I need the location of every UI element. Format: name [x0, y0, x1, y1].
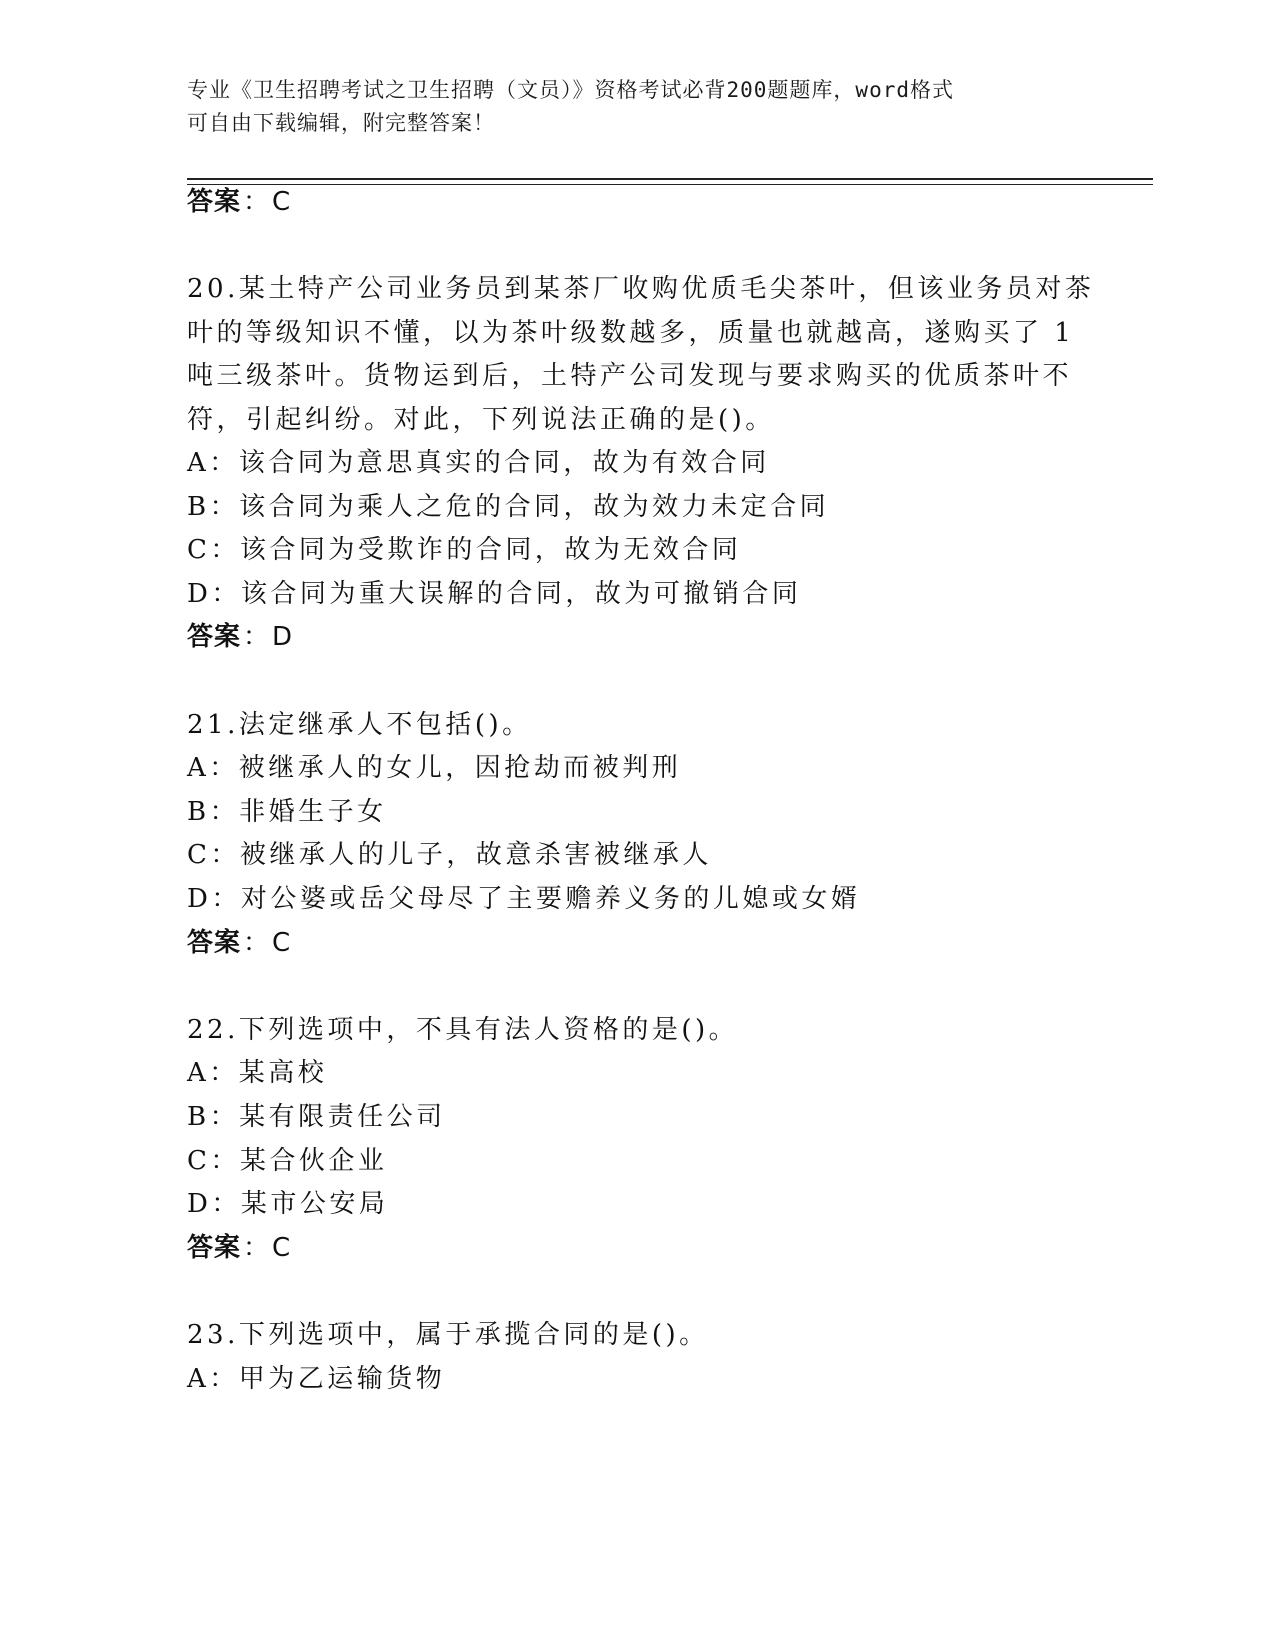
option-b: B：该合同为乘人之危的合同，故为效力未定合同: [187, 492, 830, 522]
answer-value: D: [272, 622, 294, 652]
answer-separator: ：: [243, 622, 271, 652]
answer-value: C: [272, 1233, 292, 1263]
header-line-1: 专业《卫生招聘考试之卫生招聘（文员）》资格考试必背200题题库，word格式: [187, 78, 954, 102]
answer-value: C: [272, 187, 292, 217]
answer-separator: ：: [243, 928, 271, 958]
answer-line: [187, 1230, 291, 1266]
question-text-line: 22.下列选项中，不具有法人资格的是()。: [187, 1015, 739, 1045]
answer-label: 答案: [187, 928, 242, 958]
option-d: D：该合同为重大误解的合同，故为可撤销合同: [187, 579, 802, 609]
header-line-2: 可自由下载编辑，附完整答案！: [187, 111, 495, 135]
option-a: A：甲为乙运输货物: [187, 1364, 446, 1394]
answer-separator: ：: [243, 1233, 271, 1263]
answer-line: [187, 184, 291, 220]
header-divider-thin: [187, 184, 1153, 185]
option-c: C：被继承人的儿子，故意杀害被继承人: [187, 840, 712, 870]
option-c: C：该合同为受欺诈的合同，故为无效合同: [187, 535, 742, 565]
option-a: A：某高校: [187, 1058, 328, 1088]
option-c: C：某合伙企业: [187, 1146, 388, 1176]
question-text-line: 23.下列选项中，属于承揽合同的是()。: [187, 1320, 709, 1350]
answer-label: 答案: [187, 187, 242, 217]
option-b: B：非婚生子女: [187, 797, 387, 827]
option-a: A：该合同为意思真实的合同，故为有效合同: [187, 448, 770, 478]
question-text-line: 符，引起纠纷。对此，下列说法正确的是()。: [187, 405, 775, 435]
option-d: D：对公婆或岳父母尽了主要赡养义务的儿媳或女婿: [187, 884, 861, 914]
answer-line: [187, 619, 293, 655]
question-text-line: 21.法定继承人不包括()。: [187, 710, 532, 740]
answer-label: 答案: [187, 1233, 242, 1263]
page-header: [187, 74, 1067, 140]
answer-line: [187, 925, 291, 961]
header-divider: [187, 178, 1153, 180]
answer-value: C: [272, 928, 292, 958]
answer-label: 答案: [187, 622, 242, 652]
question-text-line: 吨三级茶叶。货物运到后，土特产公司发现与要求购买的优质茶叶不: [187, 361, 1073, 391]
question-text-line: 20.某土特产公司业务员到某茶厂收购优质毛尖茶叶，但该业务员对茶: [187, 274, 1095, 304]
question-text-line: 叶的等级知识不懂，以为茶叶级数越多，质量也就越高，遂购买了 1: [187, 318, 1075, 348]
option-a: A：被继承人的女儿，因抢劫而被判刑: [187, 753, 682, 783]
option-b: B：某有限责任公司: [187, 1102, 446, 1132]
answer-separator: ：: [243, 187, 271, 217]
option-d: D：某市公安局: [187, 1189, 389, 1219]
